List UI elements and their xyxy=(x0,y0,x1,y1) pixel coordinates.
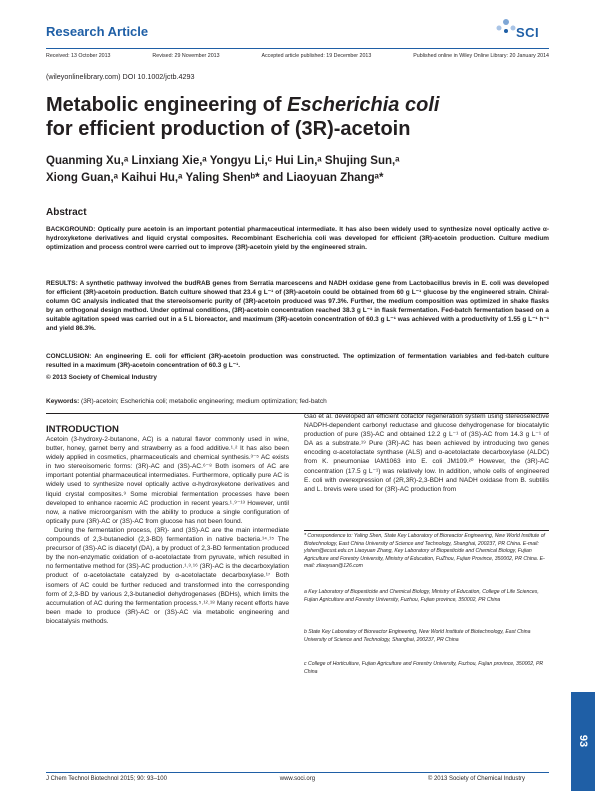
published-date: Published online in Wiley Online Library: 20 January 2014 xyxy=(413,53,549,59)
doi-line[interactable]: (wileyonlinelibrary.com) DOI 10.1002/jctb.4293 xyxy=(46,72,195,81)
correspondence-note: * Correspondence to: Yaling Shen, State Key Laboratory of Bioreactor Engineering, New World Institute of Biotechnology, East China University of Science and Technology, Shanghai, 200237, PR China. E-mail: ylshen@ecust.edu.cn Liaoyuan Zhang, Key Laboratory of Biopesticide and Chemical Biology, Fujian Agriculture and Forestry University, Ministry of Education, FuZhou, Fujian Province, 350002, PR China. E-mail: zliaoyuan@126.com xyxy=(304,533,545,569)
received-date: Received: 13 October 2013 xyxy=(46,53,111,59)
title-organism: Escherichia coli xyxy=(287,94,440,116)
authors-line2: Xiong Guan,ᵃ Kaihui Hu,ᵃ Yaling Shenᵇ* and Liaoyuan Zhangᵃ* xyxy=(46,172,384,184)
abstract-background: BACKGROUND: Optically pure acetoin is an important potential pharmaceutical intermediate. It has also been widely used to synthesize novel optically active α-hydroxyketone derivatives and liquid crystal composites. Recombinant Escherichia coli was developed for efficient (3R)-acetoin production. Culture medium optimization and process control were carried out to improve (3R)-acetoin yield by the engineered strain. xyxy=(46,226,549,251)
intro-right-column: Gao et al. developed an efficient cofactor regeneration system using stereoselective NADPH-dependent carbonyl reductase and glucose dehydrogenase for biocatalytic production of pure (3S)-AC and obtained 12.2 g L⁻¹ of (3S)-AC from 14.3 g L⁻¹ of DA as a substrate.¹⁹ Pure (3R)-AC has been achieved by introducing two genes encoding α-acetolactate synthase (ALS) and α-acetolactate decarboxylase (ALDC) from K. pneumoniae IAM1063 into E. coli JM109.²⁰ However, the (3R)-AC concentration (17.5 g L⁻¹) was relatively low. In addition, whole cells of engineered E. coli with overexpression of (2R,3R)-2,3-BDH and NADH oxidase from B. subtilis and L. brevis were used for (3R)-AC production from xyxy=(304,413,549,493)
title-line1: Metabolic engineering of xyxy=(46,94,288,116)
article-dates xyxy=(46,53,549,59)
header-rule xyxy=(46,48,549,49)
page-footer xyxy=(46,776,549,782)
revised-date: Revised: 29 November 2013 xyxy=(152,53,220,59)
affiliation-b: b State Key Laboratory of Bioreactor Engineering, New World Institute of Biotechnology, East China University of Science and Technology, Shanghai, 200237, PR China xyxy=(304,629,531,643)
affiliation-c: c College of Horticulture, Fujian Agriculture and Forestry University, Fuzhou, Fujian province, 350002, PR China xyxy=(304,661,544,675)
affiliation-a: a Key Laboratory of Biopesticide and Chemical Biology, Ministry of Education, College of Life Sciences, Fujian Agriculture and Forestry University, Fuzhou, Fujian province, 350002, PR China xyxy=(304,589,539,603)
journal-citation: J Chem Technol Biotechnol 2015; 90: 93–100 xyxy=(46,776,167,782)
sci-logo xyxy=(494,14,564,46)
abstract-results: RESULTS: A synthetic pathway involved the budRAB genes from Serratia marcescens and NADH oxidase gene from Lactobacillus brevis in E. coli was developed for efficient (3R)-acetoin production. Batch culture showed that 23.4 g L⁻¹ of (3R)-acetoin could be obtained from 60 g L⁻¹ glucose by the engineered strain. Chiral-column GC analysis indicated that the stereoisomeric purity of (3R)-acetoin produced was 97.3%. Further, the medium composition was optimized in shake flasks by an orthogonal design method. Under optimal conditions, (3R)-acetoin concentration reached 38.3 g L⁻¹ in flask fermentation. Fed-batch fermentation based on a suitable agitation speed was carried out in a 5 L bioreactor, and maximum (3R)-acetoin concentration of 60.3 g L⁻¹ was achieved with a productivity of 1.55 g L⁻¹ h⁻¹ and yield 86.3%. xyxy=(46,280,549,332)
abstract-conclusion: CONCLUSION: An engineering E. coli for efficient (3R)-acetoin production was constructed. The optimization of fermentation variables and fed-batch culture resulted in a maximum (3R)-acetoin concentration of 60.3 g L⁻¹. xyxy=(46,353,549,369)
abstract-copyright: © 2013 Society of Chemical Industry xyxy=(46,374,157,381)
intro-paragraph-2: During the fermentation process, (3R)- and (3S)-AC are the main intermediate compounds of 2,3-butanediol (2,3-BD) fermentation in native bacteria.¹⁴˒¹⁵ The precursor of (3S)-AC is diacetyl (DA), a by product of 2,3-BD fermentation produced by the non-enzymatic oxidation of α-acetolactate from pyruvate, which resulted in no fermentative method for (3S)-AC production.¹˒³˒¹⁶ (3R)-AC is the decarboxylation product of α-acetolactate catalyzed by α-acetolactate decarboxylase.¹⁷ Both isomers of AC could be further reduced and transformed into the corresponding form of 2,3-BD by various 2,3-butanediol dehydrogenases (BDHs), which limits the accumulation of AC during the fermentation process.⁵˒¹²˒¹⁸ Many recent efforts have been made to produce (3R)-AC or (3S)-AC via metabolic engineering and biocatalysis methods. xyxy=(46,526,289,625)
footer-rule xyxy=(46,772,549,773)
section-label: Research Article xyxy=(46,24,149,39)
journal-site[interactable]: www.soci.org xyxy=(279,776,316,782)
introduction-heading: INTRODUCTION xyxy=(46,424,119,435)
keywords-text: (3R)-acetoin; Escherichia coli; metabolic engineering; medium optimization; fed-batch xyxy=(79,398,327,405)
abstract-heading: Abstract xyxy=(46,207,87,218)
sci-logo-icon xyxy=(494,16,518,44)
intro-paragraph-1: Acetoin (3-hydroxy-2-butanone, AC) is a natural flavor commonly used in wine, butter, honey, garnet berry and strawberry as a food additive.¹˒² It has also been widely applied in cosmetics, pharmaceuticals and chemical synthesis.³⁻⁵ AC exists in two stereoisomeric forms: (3R)-AC and (3S)-AC.⁶⁻⁸ Both isomers of AC are important potential pharmaceutical intermediates. Furthermore, optically pure AC is widely used to synthesize novel optically active α-hydroxyketone derivatives and liquid crystal composites.⁹ Some microbial fermentation processes have been developed to enhance racemic AC production in recent years.¹˒⁹⁻¹³ However, until now, a native microorganism with the ability to produce a single configuration of optically pure (3R)-AC or (3S)-AC from glucose has not been found. xyxy=(46,436,289,525)
accepted-date: Accepted article published: 19 December 2013 xyxy=(261,53,372,59)
footnote-rule xyxy=(304,530,549,531)
sci-logo-text: SCI xyxy=(516,25,540,40)
article-title xyxy=(46,93,536,141)
intro-left-column xyxy=(46,435,289,626)
title-line2: for efficient production of (3R)-acetoin xyxy=(46,118,411,140)
authors-line1: Quanming Xu,ᵃ Linxiang Xie,ᵃ Yongyu Li,ᶜ Hui Lin,ᵃ Shujing Sun,ᵃ xyxy=(46,155,400,167)
author-list xyxy=(46,153,546,187)
page-number: 93 xyxy=(577,734,589,748)
keywords xyxy=(46,398,327,405)
footer-copyright: © 2013 Society of Chemical Industry xyxy=(427,776,525,782)
keywords-label: Keywords: xyxy=(46,398,80,405)
